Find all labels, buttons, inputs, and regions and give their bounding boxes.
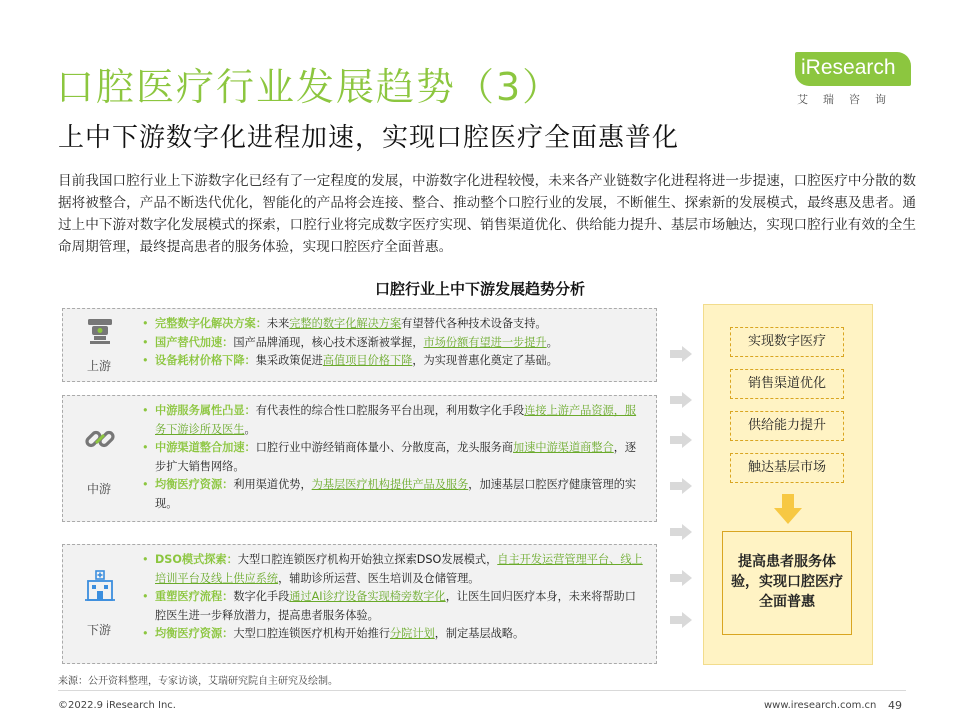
page-number: 49	[888, 699, 902, 712]
footer-copyright: ©2022.9 iResearch Inc.	[58, 700, 176, 711]
list-item	[141, 402, 646, 439]
item-text: 国产品牌涌现，核心技术逐渐被掌握，	[233, 335, 424, 349]
item-text: ，辅助诊所运营、医生培训及仓储管理。	[278, 571, 480, 585]
item-text: 有望替代各种技术设备支持。	[401, 317, 547, 330]
item-key: 中游服务属性凸显：	[155, 404, 256, 417]
item-text: ，制定基层战略。	[434, 627, 525, 640]
item-text: 。	[546, 335, 558, 349]
list-item	[141, 588, 646, 625]
logo-text: iResearch	[801, 56, 896, 79]
item-key: DSO模式探索：	[155, 553, 238, 566]
item-text: 。	[244, 422, 256, 436]
downstream-list	[141, 551, 646, 644]
right-arrow-icon	[670, 432, 692, 448]
item-text: 口腔行业中游经销商体量小、分散度高，龙头服务商	[255, 441, 514, 454]
intro-paragraph: 目前我国口腔行业上下游数字化已经有了一定程度的发展，中游数字化进程较慢，未来各产业链数字化进程将进一步提速，口腔医疗中分散的数据将被整合，产品不断迭代优化，智能化的产品将会连接、整合、推动整个口腔行业的发展，不断催生、探索新的发展模式，最终惠及患者。通过上中下游对数字化发展模式的探索，口腔行业将完成数字医疗实现、销售渠道优化、供给能力提升、基层市场触达，实现口腔行业有效的全生命周期管理，最终提高患者的服务体验，实现口腔医疗全面普惠。	[58, 173, 916, 255]
item-highlight: 通过AI诊疗设备实现椅旁数字化	[289, 590, 446, 603]
downstream-panel	[62, 544, 657, 664]
outcomes-panel	[703, 304, 873, 665]
item-key: 中游渠道整合加速：	[155, 441, 256, 454]
footer-divider	[58, 690, 906, 691]
item-key: 均衡医疗资源：	[155, 627, 234, 640]
item-text: ，逐步扩大销售网络。	[155, 441, 637, 473]
logo-badge	[795, 52, 911, 86]
list-item	[141, 315, 646, 334]
item-text: ，为实现普惠化奠定了基础。	[412, 354, 558, 367]
midstream-label: 中游	[86, 482, 111, 496]
logo-subtext: 艾瑞咨询	[797, 93, 901, 106]
item-key: 重塑医疗流程：	[155, 590, 234, 603]
item-key: 设备耗材价格下降：	[155, 354, 256, 367]
down-arrow-icon	[774, 494, 802, 524]
item-highlight: 高值项目价格下降	[322, 354, 413, 367]
item-highlight: 市场份额有望进一步提升	[423, 335, 547, 349]
item-highlight: 分院计划	[389, 627, 435, 640]
outcome-box: 销售渠道优化	[730, 369, 844, 399]
dental-chair-icon	[83, 315, 117, 349]
list-item	[141, 551, 646, 588]
list-item	[141, 352, 646, 371]
right-arrow-icon	[670, 524, 692, 540]
page-subtitle: 上中下游数字化进程加速，实现口腔医疗全面惠普化	[58, 123, 680, 153]
item-highlight: 加速中游渠道商整合	[513, 441, 614, 454]
midstream-panel	[62, 395, 657, 522]
right-arrow-icon	[670, 612, 692, 628]
item-key: 完整数字化解决方案：	[155, 317, 267, 330]
right-arrow-icon	[670, 392, 692, 408]
item-highlight: 连接上游产品资源，服务下游诊所及医生	[155, 404, 637, 436]
midstream-list	[141, 402, 646, 513]
item-text: 数字化手段	[233, 590, 290, 603]
right-arrow-icon	[670, 478, 692, 494]
item-text: ，让医生回归医疗本身，未来将帮助口腔医生进一步释放潜力，提高患者服务体验。	[155, 590, 636, 622]
item-text: 利用渠道优势，	[233, 478, 312, 491]
item-highlight: 为基层医疗机构提供产品及服务	[311, 478, 469, 491]
item-key: 国产替代加速：	[155, 335, 234, 349]
chain-link-icon	[83, 422, 117, 456]
midstream-icon-cell	[63, 396, 135, 521]
hospital-building-icon	[83, 569, 117, 603]
footer-url[interactable]: www.iresearch.com.cn	[764, 700, 877, 711]
right-arrow-icon	[670, 346, 692, 362]
source-note: 来源：公开资料整理，专家访谈，艾瑞研究院自主研究及绘制。	[58, 676, 338, 687]
list-item	[141, 334, 646, 353]
item-highlight: 自主开发运营管理平台、线上培训平台及线上供应系统	[155, 553, 643, 585]
outcome-box: 供给能力提升	[730, 411, 844, 441]
list-item	[141, 439, 646, 476]
item-text: 大型口腔连锁医疗机构开始推行	[233, 627, 390, 640]
iresearch-logo	[795, 52, 915, 110]
final-outcome-box: 提高患者服务体验，实现口腔医疗全面普惠	[722, 531, 852, 635]
outcome-box: 触达基层市场	[730, 453, 844, 483]
item-text: ，加速基层口腔医疗健康管理的实现。	[155, 478, 637, 510]
upstream-panel	[62, 308, 657, 382]
item-key: 均衡医疗资源：	[155, 478, 234, 491]
downstream-label: 下游	[86, 623, 111, 637]
chart-title: 口腔行业上中下游发展趋势分析	[374, 280, 585, 298]
upstream-list	[141, 315, 646, 371]
item-highlight: 完整的数字化解决方案	[289, 317, 402, 330]
list-item	[141, 625, 646, 644]
item-text: 集采政策促进	[255, 354, 323, 367]
downstream-icon-cell	[63, 545, 135, 663]
list-item	[141, 476, 646, 513]
item-text: 有代表性的综合性口腔服务平台出现，利用数字化手段	[255, 404, 525, 417]
item-text: 大型口腔连锁医疗机构开始独立探索DSO发展模式，	[237, 553, 498, 566]
upstream-icon-cell	[63, 309, 135, 381]
upstream-label: 上游	[86, 359, 111, 373]
item-text: 未来	[266, 317, 290, 330]
outcome-box: 实现数字医疗	[730, 327, 844, 357]
right-arrow-icon	[670, 570, 692, 586]
page-title: 口腔医疗行业发展趋势（3）	[56, 65, 563, 109]
